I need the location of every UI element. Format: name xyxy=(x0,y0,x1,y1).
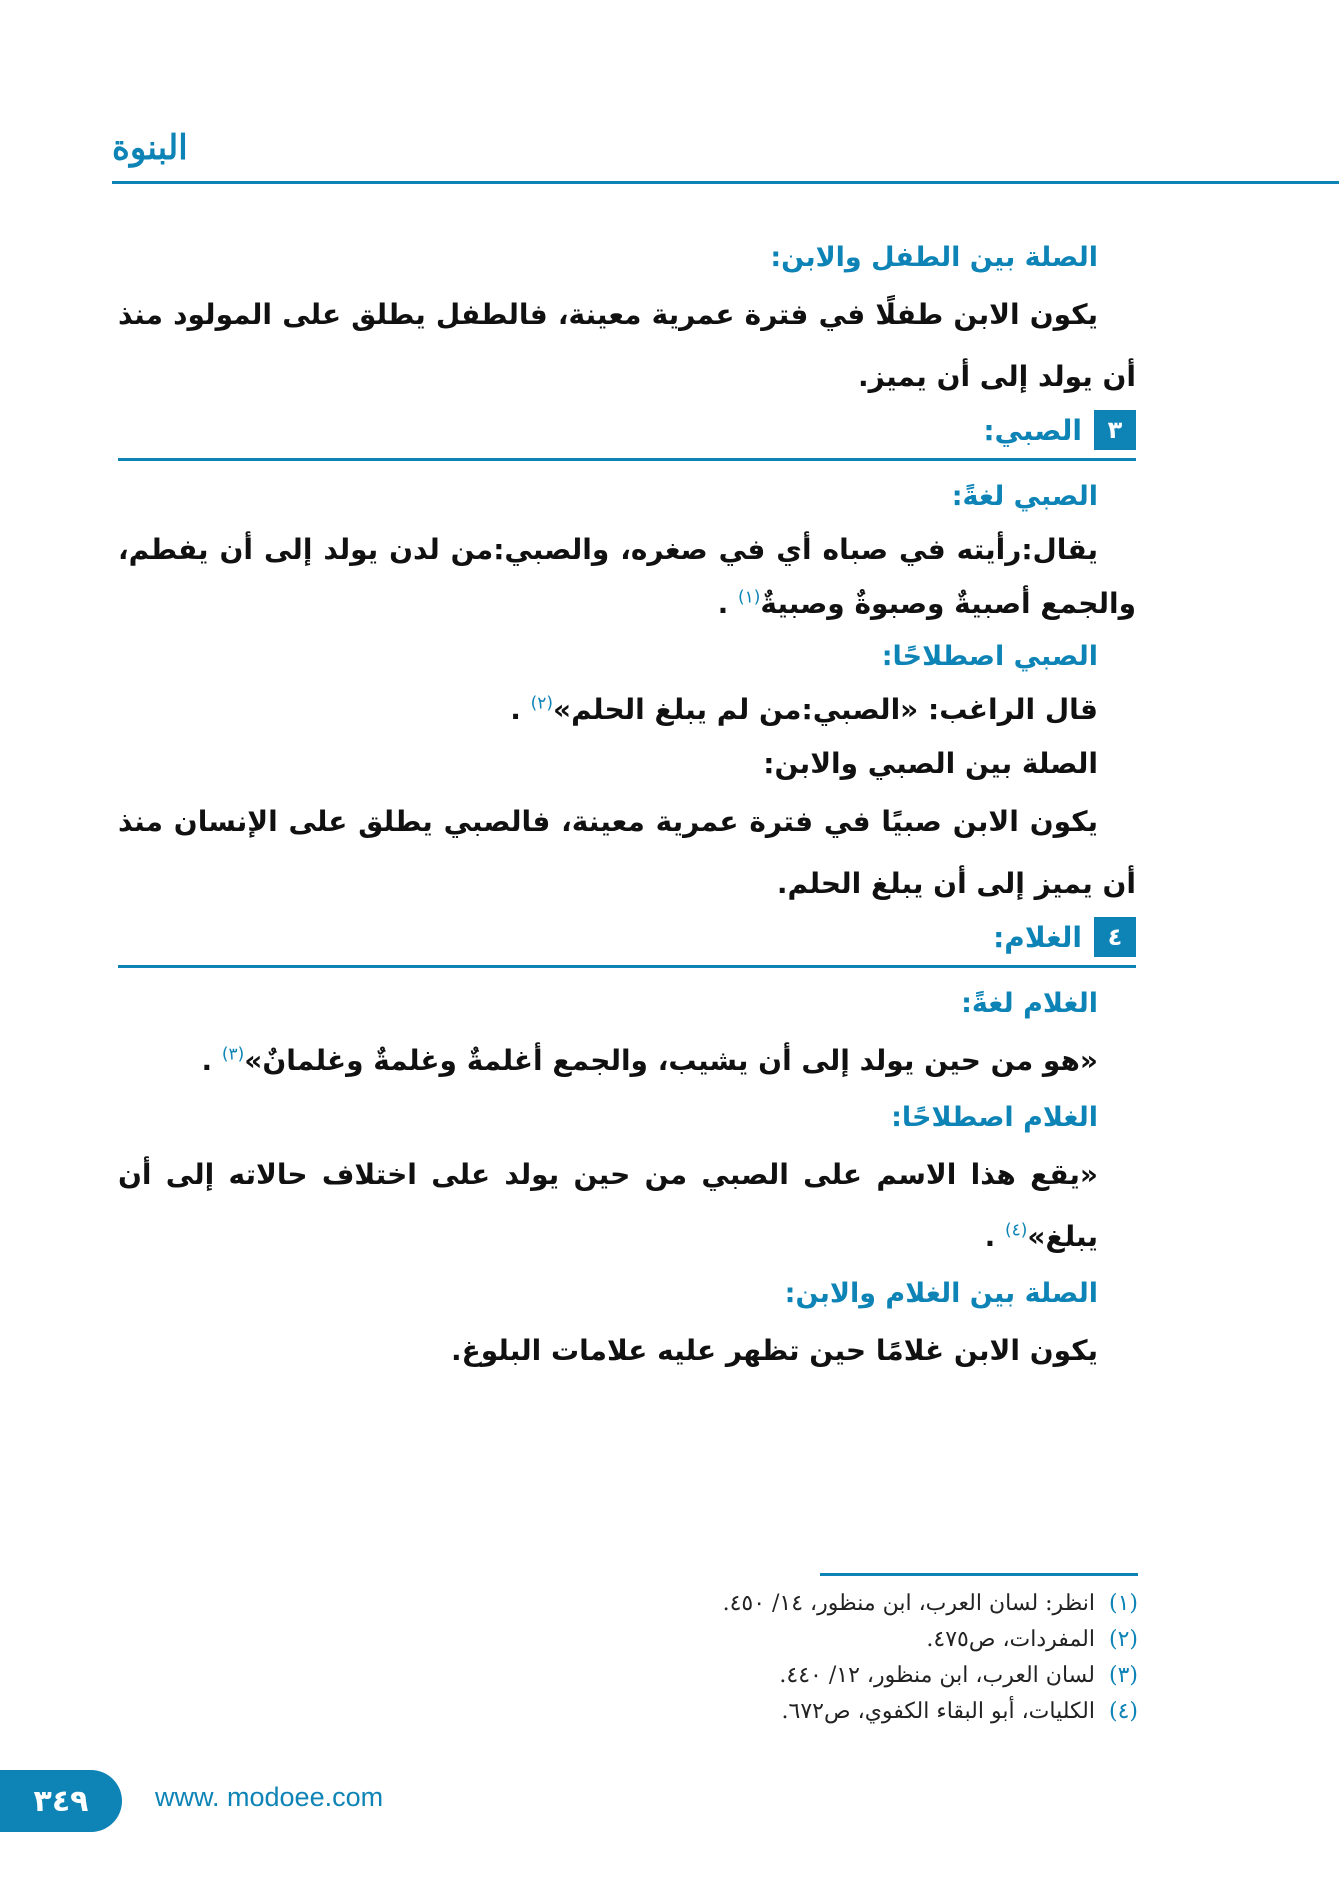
footnote-number: (١) xyxy=(1108,1591,1138,1616)
website-link[interactable]: www. modoee.com xyxy=(155,1782,384,1812)
paragraph-ghulam-istilah xyxy=(118,1144,1136,1268)
subheading-ghulam-son-relation: الصلة بين الغلام والابن: xyxy=(784,1278,1098,1309)
section-4-heading xyxy=(118,917,1136,957)
footnotes xyxy=(400,1586,1138,1730)
subheading-sabi-istilah: الصبي اصطلاحًا: xyxy=(881,641,1098,672)
ghulam-lugha-end: . xyxy=(201,1044,222,1077)
section-4-rule xyxy=(118,965,1136,968)
subheading-sabi-lugha: الصبي لغةً: xyxy=(951,481,1098,512)
sabi-istilah-text: قال الراغب: «الصبي:من لم يبلغ الحلم» xyxy=(553,693,1098,726)
footnote-ref-1[interactable]: (١) xyxy=(737,587,761,608)
section-4-number: ٤ xyxy=(1094,917,1136,957)
sabi-lugha-text: يقال:رأيته في صباه أي في صغره، والصبي:من لدن يولد إلى أن يفطم، والجمع أصبيةٌ وصبوةٌ وصبيةٌ xyxy=(118,533,1136,620)
section-4-title: الغلام: xyxy=(993,920,1082,954)
header-rule xyxy=(112,181,1339,184)
subheading-child-son-relation: الصلة بين الطفل والابن: xyxy=(770,242,1098,273)
subheading-ghulam-istilah: الغلام اصطلاحًا: xyxy=(891,1102,1098,1133)
section-3-rule xyxy=(118,458,1136,461)
ghulam-istilah-text: «يقع هذا الاسم على الصبي من حين يولد على اختلاف حالاته إلى أن يبلغ» xyxy=(118,1158,1098,1253)
footnote-rule xyxy=(820,1573,1138,1576)
paragraph-sabi-lugha xyxy=(118,523,1136,631)
section-3-heading xyxy=(118,410,1136,450)
paragraph-sabi-son-relation: يكون الابن صبيًا في فترة عمرية معينة، فالصبي يطلق على الإنسان منذ أن يميز إلى أن يبلغ الحلم. xyxy=(118,805,1136,900)
paragraph-sabi-istilah xyxy=(118,683,1136,737)
main-content xyxy=(118,232,1136,1382)
footnote-number: (٣) xyxy=(1108,1663,1138,1688)
paragraph-child-son-relation: يكون الابن طفلًا في فترة عمرية معينة، فالطفل يطلق على المولود منذ أن يولد إلى أن يميز. xyxy=(118,298,1136,393)
footnote-ref-4[interactable]: (٤) xyxy=(1004,1220,1028,1241)
footnote-item xyxy=(400,1694,1138,1730)
running-title: البنوة xyxy=(112,128,188,168)
sabi-lugha-end: . xyxy=(717,587,738,620)
footnote-ref-3[interactable]: (٣) xyxy=(221,1044,245,1065)
footnote-item xyxy=(400,1586,1138,1622)
ghulam-lugha-text: «هو من حين يولد إلى أن يشيب، والجمع أغلمةٌ وغلمةٌ وغلمانٌ» xyxy=(244,1044,1098,1077)
footnote-ref-2[interactable]: (٢) xyxy=(530,693,553,714)
page-number-tab: ٣٤٩ xyxy=(0,1770,122,1832)
section-3-number: ٣ xyxy=(1094,410,1136,450)
subheading-ghulam-lugha: الغلام لغةً: xyxy=(961,988,1098,1019)
footnote-item xyxy=(400,1658,1138,1694)
footnote-text: الكليات، أبو البقاء الكفوي، ص٦٧٢. xyxy=(781,1699,1095,1724)
footnote-number: (٤) xyxy=(1108,1699,1138,1724)
subheading-sabi-son-relation: الصلة بين الصبي والابن: xyxy=(763,747,1098,780)
footnote-number: (٢) xyxy=(1108,1627,1138,1652)
ghulam-istilah-end: . xyxy=(984,1220,1005,1253)
footnote-text: لسان العرب، ابن منظور، ١٢/ ٤٤٠. xyxy=(779,1663,1095,1688)
paragraph-ghulam-son-relation: يكون الابن غلامًا حين تظهر عليه علامات البلوغ. xyxy=(450,1334,1098,1367)
section-3-title: الصبي: xyxy=(983,413,1082,447)
paragraph-ghulam-lugha xyxy=(118,1030,1136,1092)
sabi-istilah-end: . xyxy=(510,693,531,726)
footnote-item xyxy=(400,1622,1138,1658)
footnote-text: انظر: لسان العرب، ابن منظور، ١٤/ ٤٥٠. xyxy=(722,1591,1095,1616)
footnote-text: المفردات، ص٤٧٥. xyxy=(926,1627,1095,1652)
